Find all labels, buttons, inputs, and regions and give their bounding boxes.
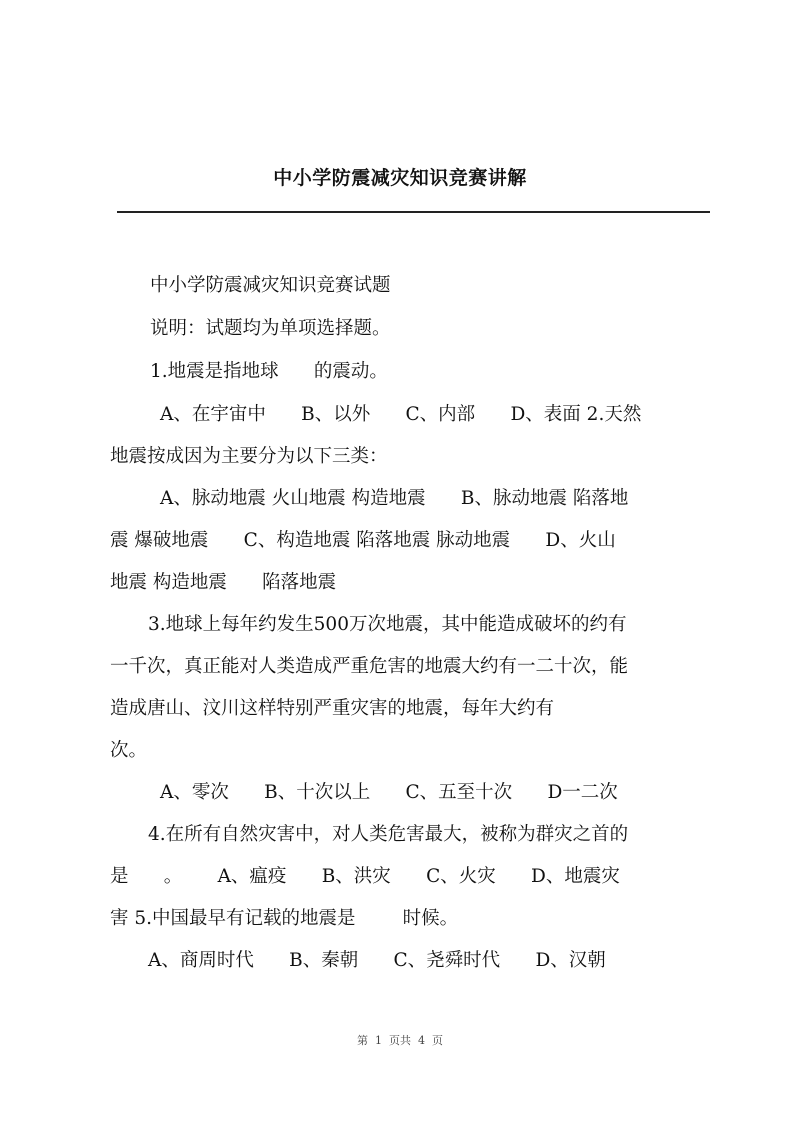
text-line: A、在宇宙中 B、以外 C、内部 D、表面 2.天然	[160, 404, 642, 425]
text-line: 是 。 A、瘟疫 B、洪灾 C、火灾 D、地震灾	[110, 866, 620, 887]
text-line: 害 5.中国最早有记载的地震是 时候。	[110, 908, 459, 929]
text-line: 说明：试题均为单项选择题。	[150, 318, 391, 339]
text-line: 造成唐山、汶川这样特别严重灾害的地震，每年大约有	[110, 698, 555, 719]
text-line: A、商周时代 B、秦朝 C、尧舜时代 D、汉朝	[148, 950, 606, 971]
text-line: A、脉动地震 火山地震 构造地震 B、脉动地震 陷落地	[160, 488, 629, 509]
text-line: 中小学防震减灾知识竞赛试题	[150, 275, 391, 296]
text-line: 4.在所有自然灾害中，对人类危害最大，被称为群灾之首的	[148, 824, 629, 845]
text-line: 地震 构造地震 陷落地震	[110, 572, 337, 593]
text-line: 次。	[110, 740, 148, 761]
text-line: 3.地球上每年约发生500万次地震，其中能造成破坏的约有	[148, 614, 627, 635]
text-line: 1.地震是指地球 的震动。	[150, 361, 388, 382]
text-line: 一千次，真正能对人类造成严重危害的地震大约有一二十次，能	[110, 656, 629, 677]
title-divider	[117, 211, 710, 213]
text-line: A、零次 B、十次以上 C、五至十次 D一二次	[160, 782, 618, 803]
text-line: 地震按成因为主要分为以下三类：	[110, 446, 388, 467]
text-line: 震 爆破地震 C、构造地震 陷落地震 脉动地震 D、火山	[110, 530, 616, 551]
page-footer: 第 1 页共 4 页	[357, 1034, 443, 1047]
document-title: 中小学防震减灾知识竞赛讲解	[273, 167, 527, 189]
